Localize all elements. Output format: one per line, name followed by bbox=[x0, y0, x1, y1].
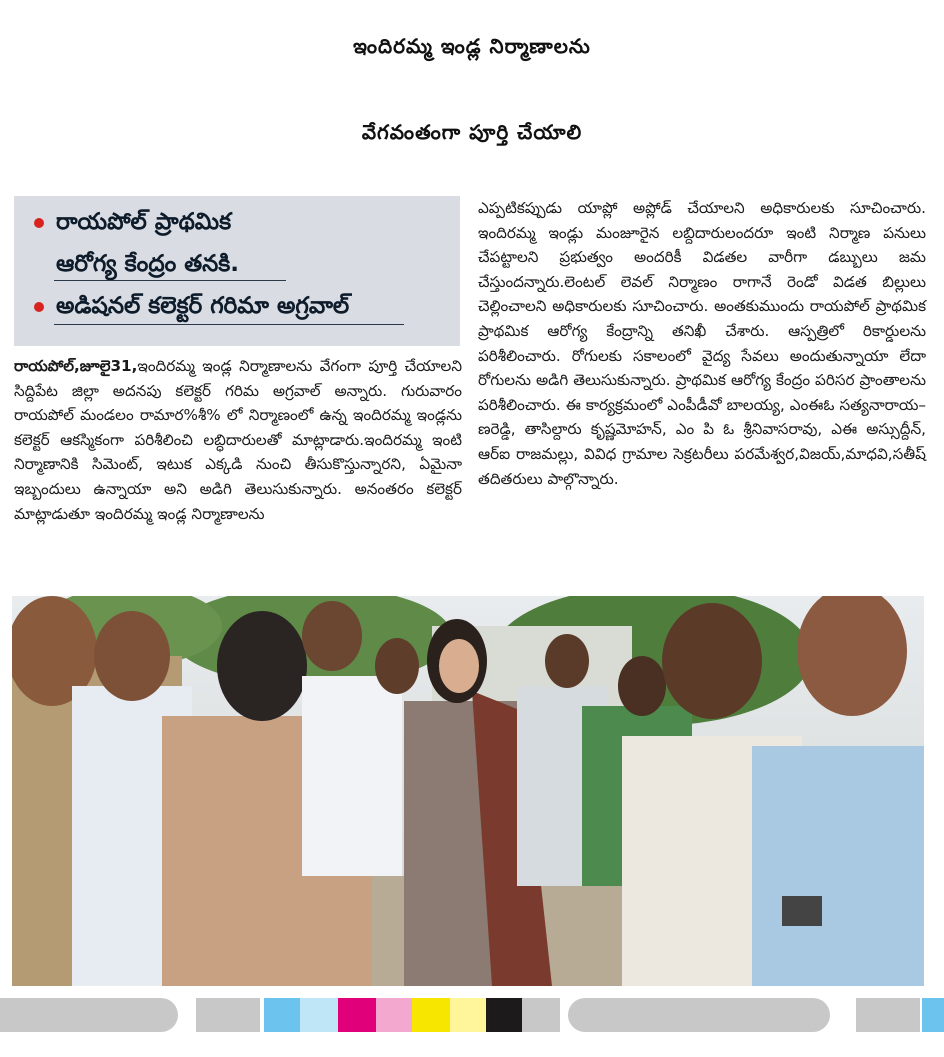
registration-bar bbox=[0, 998, 178, 1032]
underline-1 bbox=[54, 280, 286, 281]
article-column-2: ఎప్పటికప్పుడు యాప్లో అప్లోడ్ చేయాలని అధికారులకు సూచించారు. ఇందిరమ్మ ఇండ్లు మంజూరైన లబ్దిదారులందరూ ఇంటి నిర్మాణ పనులు చేపట్టాలని ప్రభుత్వం అందరికీ విడతల వారీగా డబ్బులు జమ చేస్తుందన్నారు.లెంటల్ లెవల్ నిర్మాణం రాగానే రెండో విడత బిల్లులు చెల్లించాలని అధికారులకు సూచించారు. అంతకుముందు రాయపోల్ ప్రాథమిక ప్రాథమిక ఆరోగ్య కేంద్రాన్ని తనిఖీ చేశారు. ఆస్పత్రిలో రికార్డులను పరిశీలించారు. రోగులకు సకాలంలో వైద్య సేవలు అందుతున్నాయా లేదా రోగులను అడిగి తెలుసుకున్నారు. ప్రాథమిక ఆరోగ్య కేంద్రం పరిసర ప్రాంతాలను పరిశీలించారు. ఈ కార్యక్రమంలో ఎంపీడీవో బాలయ్య, ఎంఈఓ సత్యనారాయ–ణరెడ్డి, తాసిల్దారు కృష్ణమోహన్, ఎం పి ఓ శ్రీనివాసరావు, ఎఈ అస్సుద్దీన్, ఆర్ఐ రాజమల్లు, వివిధ గ్రామాల సెక్రటరీలు పరమేశ్వర,విజయ్,మాధవి,సతీష్ తదితరులు పాల్గొన్నారు. bbox=[478, 199, 926, 488]
article-text-1: ఇందిరమ్మ ఇండ్ల నిర్మాణాలను వేగంగా పూర్తి చేయాలని సిద్దిపేట జిల్లా అదనపు కలెక్టర్ గరిమ అగ్రవాల్ అన్నారు. గురువారం రాయపోల్ మండలం రామార%శీ% లో నిర్మాణంలో ఉన్న ఇందిరమ్మ ఇండ్లను కలెక్టర్ ఆకస్మికంగా పరిశీలించి లబ్ధిదారులతో మాట్లాడారు.ఇందిరమ్మ ఇంటి నిర్మాణానికి సిమెంట్, ఇటుక ఎక్కడి నుంచి తీసుకొస్తున్నారని, ఏమైనా ఇబ్బందులు ఉన్నాయా అని అడిగి తెలుసుకున్నారు. అనంతరం కలెక్టర్ మాట్లాడుతూ ఇందిరమ్మ ఇండ్ల నిర్మాణాలను bbox=[14, 357, 462, 523]
highlight-1-line-1: రాయపోల్ ప్రాథమిక bbox=[56, 209, 232, 235]
registration-bar bbox=[196, 998, 260, 1032]
color-swatch-cyan bbox=[922, 998, 944, 1032]
news-photo bbox=[12, 596, 924, 986]
dateline: రాయపోల్,జూలై31, bbox=[14, 357, 138, 375]
highlight-item-2 bbox=[34, 288, 349, 324]
underline-2 bbox=[54, 324, 404, 325]
bullet-icon bbox=[34, 218, 44, 228]
registration-bar bbox=[856, 998, 920, 1032]
color-swatch-grey bbox=[522, 998, 560, 1032]
color-swatch-light-cyan bbox=[300, 998, 338, 1032]
color-swatch-yellow bbox=[412, 998, 450, 1032]
color-swatch-light-magenta bbox=[376, 998, 412, 1032]
color-swatch-light-yellow bbox=[450, 998, 486, 1032]
registration-bar bbox=[568, 998, 830, 1032]
photo-illustration bbox=[12, 596, 924, 986]
highlight-box bbox=[14, 196, 460, 346]
headline-line-1: ఇందిరమ్మ ఇండ్ల నిర్మాణాలను bbox=[353, 34, 591, 58]
bullet-icon bbox=[34, 302, 44, 312]
color-swatch-magenta bbox=[338, 998, 376, 1032]
highlight-1-line-2: ఆరోగ్య కేంద్రం తనకి. bbox=[56, 251, 240, 277]
headline-line-2: వేగవంతంగా పూర్తి చేయాలి bbox=[361, 120, 583, 144]
highlight-item-1 bbox=[34, 204, 239, 282]
color-swatch-cyan bbox=[264, 998, 300, 1032]
article-column-1 bbox=[14, 354, 462, 526]
highlight-2-line-1: అడిషనల్ కలెక్టర్ గరిమా అగ్రవాల్ bbox=[56, 293, 350, 319]
color-swatch-black bbox=[486, 998, 522, 1032]
